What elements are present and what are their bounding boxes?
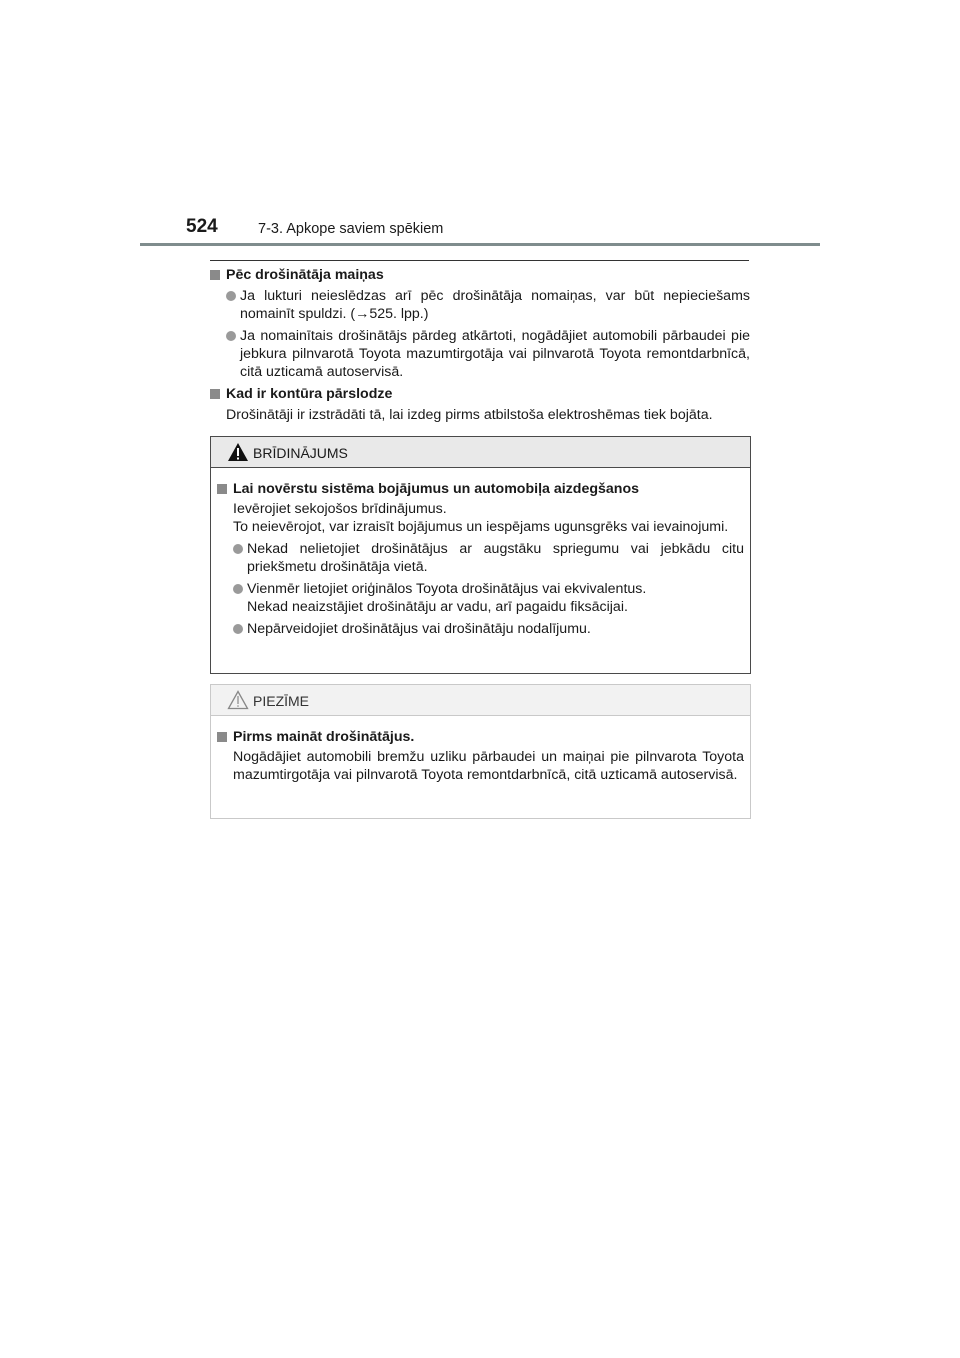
warning-triangle-icon: [227, 442, 249, 462]
note-box-header: [211, 685, 750, 716]
round-bullet-icon: [226, 331, 236, 341]
caution-triangle-icon: [227, 690, 249, 710]
section-heading-text: Kad ir kontūra pārslodze: [226, 386, 393, 402]
list-item: [217, 620, 744, 638]
note-heading: [217, 728, 744, 746]
list-item-text: Nekad nelietojiet drošinātājus ar augstāku spriegumu vai jebkādu citu priekšmetu drošinātāja vietā.: [247, 541, 744, 575]
list-item: [210, 327, 750, 381]
list-item-text: Nekad neaizstājiet drošinātāju ar vadu, arī pagaidu fiksācijai.: [247, 599, 628, 615]
square-bullet-icon: [210, 270, 220, 280]
section-title: 7-3. Apkope saviem spēkiem: [258, 221, 444, 237]
warning-intro: [217, 500, 744, 536]
note-title: PIEZĪME: [253, 693, 310, 709]
note-box: [210, 684, 751, 819]
list-item-text: Ja lukturi neieslēdzas arī pēc drošinātāja nomaiņas, var būt nepieciešams nomainīt spuldzi. (→525. lpp.): [240, 288, 750, 322]
list-item-text: Ja nomainītais drošinātājs pārdeg atkārtoti, nogādājiet automobili pārbaudei pie jebkura pilnvarotā Toyota mazumtirgotāja vai pilnvarotā Toyota remontdarbnīcā, citā uzticamā autoservisā.: [240, 328, 750, 380]
warning-heading: [217, 480, 744, 498]
round-bullet-icon: [226, 291, 236, 301]
warning-box-header: [211, 437, 750, 468]
round-bullet-icon: [233, 624, 243, 634]
warning-box: [210, 436, 751, 674]
list-item-text: Vienmēr lietojiet oriģinālos Toyota drošinātājus vai ekvivalentus.: [247, 581, 647, 597]
list-item: [217, 580, 744, 616]
header-divider: [140, 243, 820, 246]
note-box-body: [211, 716, 750, 784]
paragraph: Drošinātāji ir izstrādāti tā, lai izdeg pirms atbilstoša elektroshēmas tiek bojāta.: [226, 407, 713, 423]
note-paragraph: Nogādājiet automobili bremžu uzliku pārbaudei un maiņai pie pilnvarota Toyota mazumtirgotāja vai pilnvarotā Toyota remontdarbnīcā, citā uzticamā autoservisā.: [233, 749, 744, 783]
list-item: [217, 540, 744, 576]
list-item: [210, 287, 750, 323]
warning-box-body: [211, 468, 750, 638]
warning-title: BRĪDINĀJUMS: [253, 445, 348, 461]
square-bullet-icon: [210, 389, 220, 399]
list-item-text: Nepārveidojiet drošinātājus vai drošinātāju nodalījumu.: [247, 621, 591, 637]
main-content: [210, 266, 750, 428]
section-heading-text: Pēc drošinātāja maiņas: [226, 267, 384, 283]
note-heading-text: Pirms maināt drošinātājus.: [233, 729, 415, 745]
round-bullet-icon: [233, 544, 243, 554]
warning-intro-line: To neievērojot, var izraisīt bojājumus un iespējams ugunsgrēks vai ievainojumi.: [233, 519, 729, 535]
warning-heading-text: Lai novērstu sistēma bojājumus un automobiļa aizdegšanos: [233, 481, 640, 497]
round-bullet-icon: [233, 584, 243, 594]
content-divider: [210, 260, 749, 261]
square-bullet-icon: [217, 484, 227, 494]
section-heading-after-fuse-change: [210, 266, 750, 284]
page-number: 524: [186, 216, 218, 237]
section-heading-circuit-overload: [210, 385, 750, 403]
warning-intro-line: Ievērojiet sekojošos brīdinājumus.: [233, 501, 447, 517]
square-bullet-icon: [217, 732, 227, 742]
